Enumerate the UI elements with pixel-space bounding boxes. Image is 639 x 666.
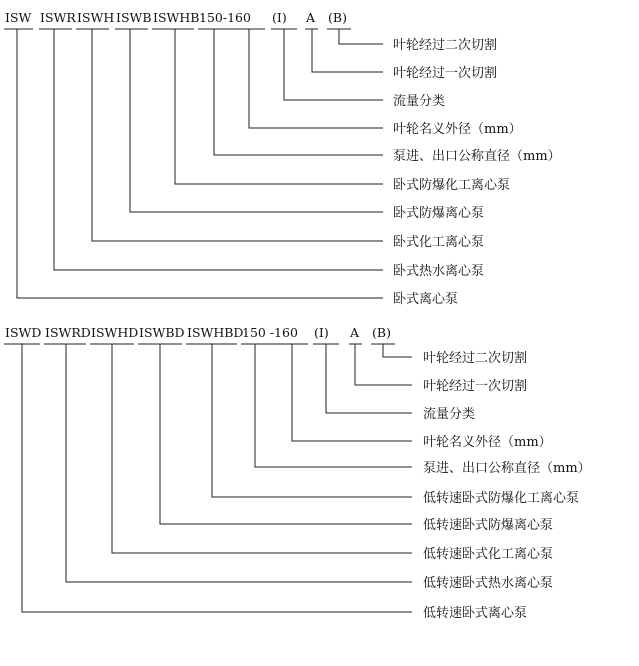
desc-second-cut: 叶轮经过二次切割 [423, 351, 528, 366]
code-iswhbd: ISWHBD [187, 325, 244, 340]
leader-line [214, 29, 383, 155]
desc-type-iswrd: 低转速卧式热水离心泵 [423, 576, 554, 591]
leader-lines [22, 344, 412, 612]
code-row [5, 325, 391, 340]
desc-type-iswh: 卧式化工离心泵 [393, 235, 485, 250]
desc-port-diameter: 泵进、出口公称直径（mm） [393, 149, 561, 164]
leader-line [284, 29, 383, 100]
diagram-low-speed [4, 325, 591, 621]
code-iswbd: ISWBD [139, 325, 185, 340]
code-cut-a: A [306, 10, 316, 25]
desc-flow-class: 流量分类 [393, 94, 446, 109]
leader-line [212, 344, 412, 497]
desc-type-iswb: 卧式防爆离心泵 [393, 206, 485, 221]
desc-type-iswd: 低转速卧式离心泵 [423, 606, 528, 621]
leader-line [175, 29, 383, 184]
leader-line [92, 29, 383, 241]
code-iswh: ISWH [77, 10, 115, 25]
code-cut-a: A [350, 325, 360, 340]
desc-impeller-od: 叶轮名义外径（mm） [423, 435, 552, 450]
desc-first-cut: 叶轮经过一次切割 [423, 379, 528, 394]
code-iswd: ISWD [5, 325, 42, 340]
code-cut-b: (B) [372, 325, 391, 340]
desc-second-cut: 叶轮经过二次切割 [393, 38, 498, 53]
leader-lines [17, 29, 383, 298]
desc-type-iswhbd: 低转速卧式防爆化工离心泵 [423, 491, 580, 506]
leader-line [312, 29, 383, 72]
leader-line [255, 344, 412, 467]
leader-line [22, 344, 412, 612]
desc-type-iswhd: 低转速卧式化工离心泵 [423, 547, 554, 562]
desc-type-iswr: 卧式热水离心泵 [393, 264, 485, 279]
diagram-standard [4, 10, 561, 307]
leader-line [339, 29, 383, 44]
code-size: 150-160 [199, 10, 251, 25]
description-list [423, 350, 591, 621]
leader-line [112, 344, 412, 553]
description-list [393, 37, 561, 307]
desc-impeller-od: 叶轮名义外径（mm） [393, 122, 522, 137]
desc-type-iswhb: 卧式防爆化工离心泵 [393, 178, 511, 193]
desc-flow-class: 流量分类 [423, 407, 476, 422]
leader-line [292, 344, 412, 441]
desc-type-iswbd: 低转速卧式防爆离心泵 [423, 518, 554, 533]
leader-line [17, 29, 383, 298]
leader-line [130, 29, 383, 212]
code-flow: (I) [314, 325, 329, 340]
code-isw: ISW [5, 10, 32, 25]
leader-line [54, 29, 383, 270]
leader-line [326, 344, 412, 413]
code-iswhd: ISWHD [91, 325, 139, 340]
desc-type-isw: 卧式离心泵 [393, 292, 459, 307]
code-iswrd: ISWRD [45, 325, 91, 340]
leader-line [66, 344, 412, 582]
code-size: 150 -160 [242, 325, 298, 340]
desc-first-cut: 叶轮经过一次切割 [393, 66, 498, 81]
desc-port-diameter: 泵进、出口公称直径（mm） [423, 461, 591, 476]
code-iswb: ISWB [116, 10, 152, 25]
code-row [5, 10, 347, 25]
code-cut-b: (B) [328, 10, 347, 25]
leader-line [383, 344, 412, 357]
code-flow: (I) [272, 10, 287, 25]
code-iswr: ISWR [40, 10, 76, 25]
code-iswhb: ISWHB [153, 10, 200, 25]
